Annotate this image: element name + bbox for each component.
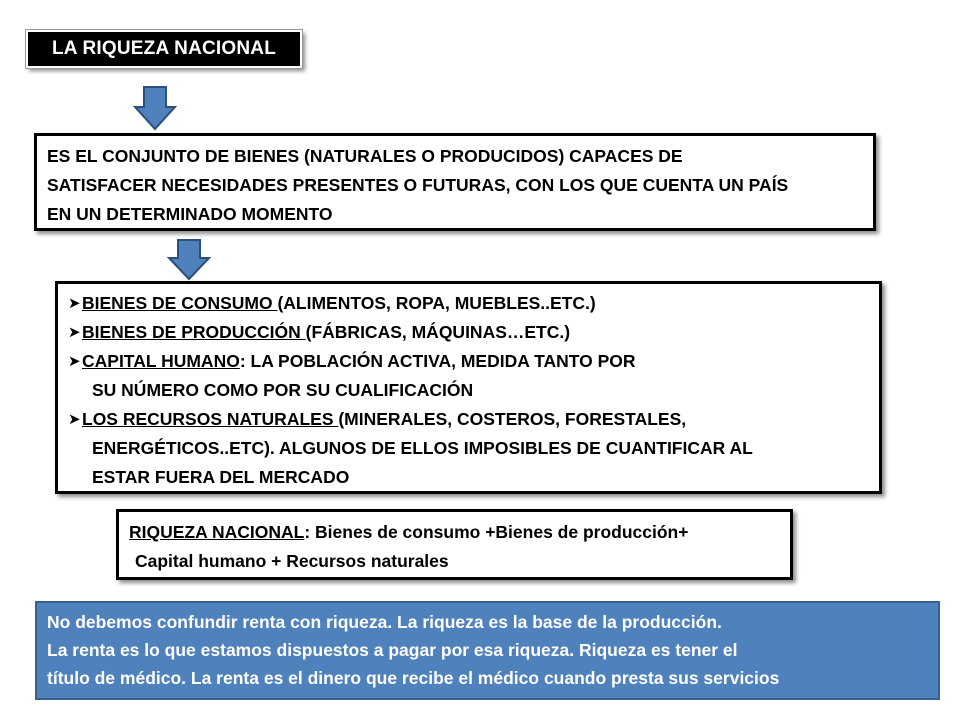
- component-term: BIENES DE PRODUCCIÓN: [82, 322, 306, 342]
- arrow-bullet-icon: ➤: [68, 295, 81, 312]
- list-item: [68, 289, 871, 318]
- summary-line-2: Capital humano + Recursos naturales: [135, 551, 449, 571]
- component-description: (ALIMENTOS, ROPA, MUEBLES..ETC.): [277, 293, 596, 313]
- down-arrow-icon: [167, 238, 211, 281]
- definition-line: EN UN DETERMINADO MOMENTO: [47, 204, 333, 224]
- arrow-bullet-icon: ➤: [68, 324, 81, 341]
- component-description: (MINERALES, COSTEROS, FORESTALES,: [338, 409, 687, 429]
- component-continuation: ESTAR FUERA DEL MERCADO: [92, 467, 350, 487]
- list-item: [68, 405, 871, 492]
- components-list: [55, 281, 882, 494]
- note-line: título de médico. La renta es el dinero que recibe el médico cuando presta sus servicios: [47, 668, 780, 688]
- note-line: No debemos confundir renta con riqueza. La riqueza es la base de la producción.: [47, 612, 722, 632]
- definition-box: [34, 133, 876, 231]
- component-continuation: SU NÚMERO COMO POR SU CUALIFICACIÓN: [92, 380, 474, 400]
- summary-term: RIQUEZA NACIONAL: [129, 522, 305, 542]
- arrow-bullet-icon: ➤: [68, 353, 81, 370]
- component-term: BIENES DE CONSUMO: [82, 293, 278, 313]
- summary-formula: : Bienes de consumo +Bienes de producción+: [304, 522, 689, 542]
- component-term: CAPITAL HUMANO: [82, 351, 240, 371]
- down-arrow-icon: [133, 85, 177, 131]
- arrow-bullet-icon: ➤: [68, 411, 81, 428]
- component-term: LOS RECURSOS NATURALES: [82, 409, 339, 429]
- summary-box: [116, 509, 793, 580]
- component-description: : LA POBLACIÓN ACTIVA, MEDIDA TANTO POR: [239, 351, 636, 371]
- component-continuation: ENERGÉTICOS..ETC). ALGUNOS DE ELLOS IMPOSIBLES DE CUANTIFICAR AL: [92, 438, 753, 458]
- definition-line: SATISFACER NECESIDADES PRESENTES O FUTURAS, CON LOS QUE CUENTA UN PAÍS: [47, 175, 789, 195]
- page-title-text: LA RIQUEZA NACIONAL: [51, 38, 277, 59]
- summary-line: [129, 518, 780, 547]
- note-line: La renta es lo que estamos dispuestos a pagar por esa riqueza. Riqueza es tener el: [47, 640, 738, 660]
- note-box: [35, 601, 940, 700]
- page-title: [26, 30, 302, 68]
- component-description: (FÁBRICAS, MÁQUINAS…ETC.): [305, 322, 571, 342]
- list-item: [68, 347, 871, 405]
- definition-line: ES EL CONJUNTO DE BIENES (NATURALES O PRODUCIDOS) CAPACES DE: [47, 146, 683, 166]
- list-item: [68, 318, 871, 347]
